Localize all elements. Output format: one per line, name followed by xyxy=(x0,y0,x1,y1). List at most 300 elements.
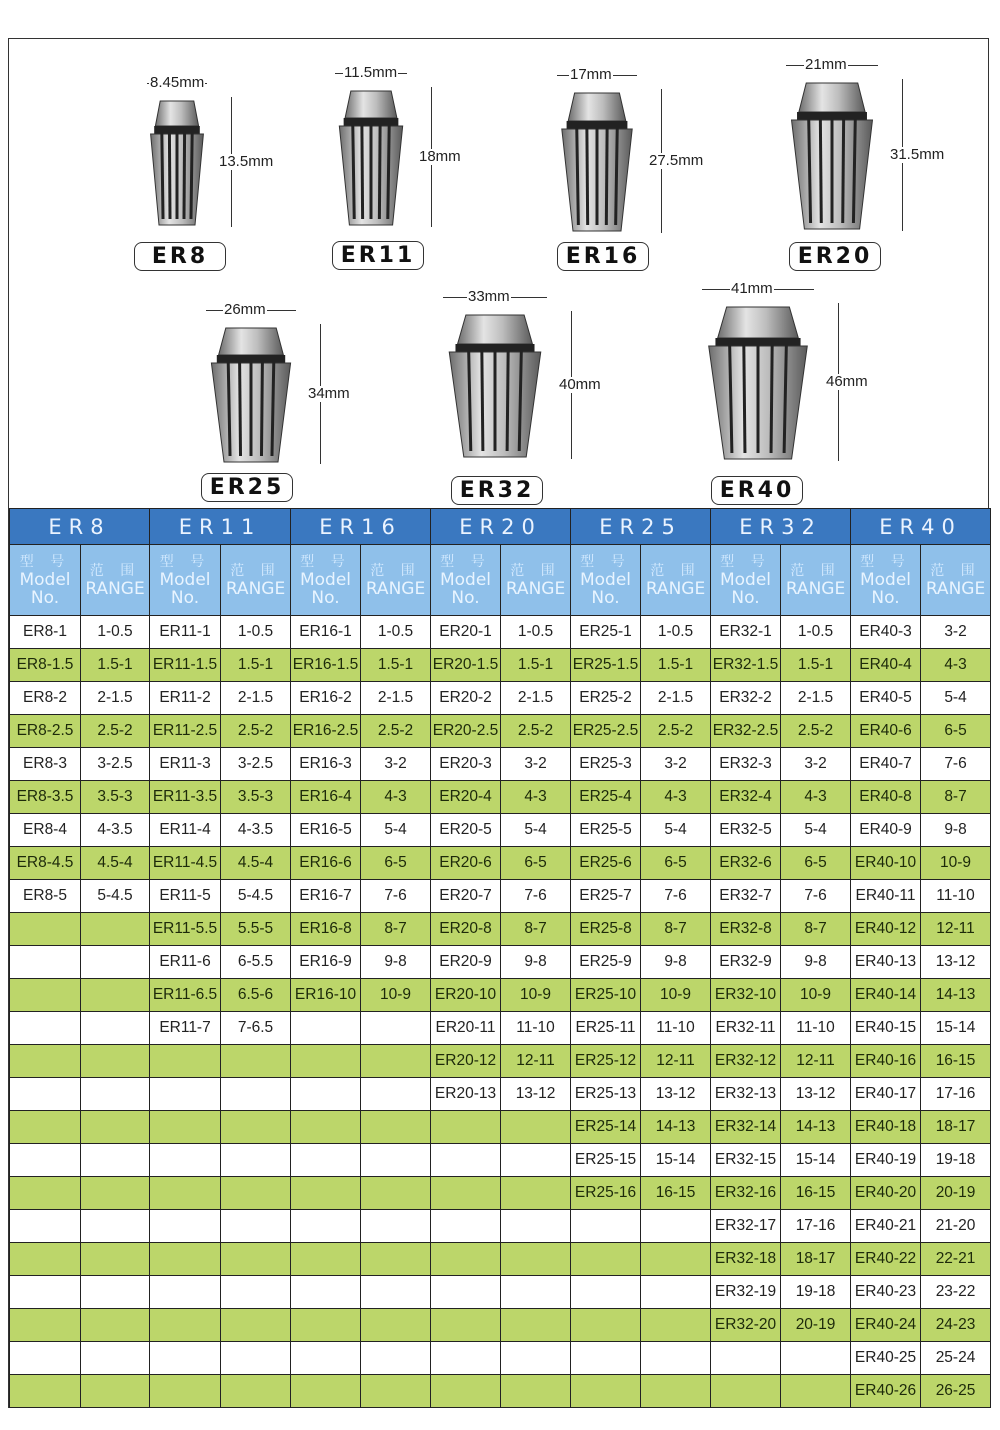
range-cn-label: 范 围 xyxy=(370,563,421,579)
model-cell: ER32-8 xyxy=(711,913,781,946)
model-cell: ER40-11 xyxy=(851,880,921,913)
range-cn-label: 范 围 xyxy=(230,563,281,579)
range-cell: 14-13 xyxy=(641,1111,711,1144)
table-row xyxy=(10,1309,991,1342)
range-cell: 15-14 xyxy=(641,1144,711,1177)
range-cell xyxy=(221,1111,291,1144)
model-cell xyxy=(431,1177,501,1210)
range-cell: 11-10 xyxy=(641,1012,711,1045)
range-cell xyxy=(81,1276,150,1309)
model-cell: ER8-2.5 xyxy=(10,715,81,748)
model-cell: ER25-11 xyxy=(571,1012,641,1045)
model-cell xyxy=(571,1309,641,1342)
model-cell: ER40-13 xyxy=(851,946,921,979)
range-cell xyxy=(501,1375,571,1408)
height-dimension: 34mm xyxy=(308,385,350,402)
model-cell xyxy=(291,1111,361,1144)
model-cell: ER16-2 xyxy=(291,682,361,715)
model-cell xyxy=(150,1210,221,1243)
range-cell: 4-3 xyxy=(501,781,571,814)
range-cell xyxy=(221,1045,291,1078)
width-dimension: 8.45mm xyxy=(150,74,205,91)
model-cell: ER40-19 xyxy=(851,1144,921,1177)
model-cell: ER40-4 xyxy=(851,649,921,682)
model-cn-label: 型 号 xyxy=(580,554,631,570)
table-row xyxy=(10,748,991,781)
model-cell xyxy=(431,1309,501,1342)
model-cell: ER11-5.5 xyxy=(150,913,221,946)
range-cell: 1-0.5 xyxy=(361,616,431,649)
range-cell xyxy=(361,1144,431,1177)
collet-er40 xyxy=(702,303,814,461)
model-cell: ER16-10 xyxy=(291,979,361,1012)
range-cell: 1-0.5 xyxy=(781,616,851,649)
group-header-row xyxy=(10,509,991,545)
model-cell: ER40-20 xyxy=(851,1177,921,1210)
model-cell: ER32-7 xyxy=(711,880,781,913)
model-cell: ER11-7 xyxy=(150,1012,221,1045)
range-cell xyxy=(81,1375,150,1408)
model-cell xyxy=(291,1012,361,1045)
model-cell: ER8-4 xyxy=(10,814,81,847)
range-cell xyxy=(361,1111,431,1144)
range-cell: 11-10 xyxy=(781,1012,851,1045)
range-cell: 1.5-1 xyxy=(361,649,431,682)
model-cell: ER16-9 xyxy=(291,946,361,979)
model-no-header xyxy=(851,545,921,616)
model-cell xyxy=(291,1078,361,1111)
width-dimension: 17mm xyxy=(570,66,612,83)
model-cell xyxy=(431,1342,501,1375)
model-cell: ER16-2.5 xyxy=(291,715,361,748)
range-cell: 8-7 xyxy=(781,913,851,946)
range-cell: 4.5-4 xyxy=(221,847,291,880)
collet-er16 xyxy=(557,89,637,233)
range-cell xyxy=(781,1342,851,1375)
spec-sheet xyxy=(8,38,989,1408)
collet-label: ER25 xyxy=(201,473,293,502)
model-cell xyxy=(10,1210,81,1243)
model-cell xyxy=(150,1144,221,1177)
model-cell: ER40-5 xyxy=(851,682,921,715)
no-en-label: No. xyxy=(591,588,620,608)
range-cell: 25-24 xyxy=(921,1342,991,1375)
model-cell xyxy=(291,1144,361,1177)
range-cell: 15-14 xyxy=(921,1012,991,1045)
range-cell: 4-3 xyxy=(361,781,431,814)
range-cell xyxy=(221,1342,291,1375)
model-cell: ER20-1 xyxy=(431,616,501,649)
model-cell xyxy=(10,946,81,979)
range-cell: 7-6.5 xyxy=(221,1012,291,1045)
model-cell: ER25-15 xyxy=(571,1144,641,1177)
range-cell: 10-9 xyxy=(641,979,711,1012)
model-no-header xyxy=(291,545,361,616)
collet-spec-table xyxy=(9,508,991,1408)
sub-header-row xyxy=(10,545,991,616)
height-dimension: 18mm xyxy=(419,148,461,165)
height-dimension: 27.5mm xyxy=(649,152,704,169)
no-en-label: No. xyxy=(731,588,760,608)
range-cell xyxy=(641,1276,711,1309)
range-en-label: RANGE xyxy=(85,579,145,599)
range-cell: 10-9 xyxy=(501,979,571,1012)
range-cell xyxy=(81,1243,150,1276)
range-cell: 8-7 xyxy=(641,913,711,946)
range-cell xyxy=(641,1210,711,1243)
model-cell: ER40-3 xyxy=(851,616,921,649)
model-cell xyxy=(10,979,81,1012)
range-cell: 9-8 xyxy=(781,946,851,979)
range-cell: 4-3.5 xyxy=(81,814,150,847)
model-cell xyxy=(150,1111,221,1144)
model-cell xyxy=(571,1276,641,1309)
model-cell: ER11-5 xyxy=(150,880,221,913)
range-cell: 17-16 xyxy=(781,1210,851,1243)
range-header xyxy=(221,545,291,616)
model-no-header xyxy=(10,545,81,616)
model-cell: ER40-9 xyxy=(851,814,921,847)
range-header xyxy=(361,545,431,616)
model-cell: ER11-3.5 xyxy=(150,781,221,814)
model-cell xyxy=(150,1276,221,1309)
range-cell: 1.5-1 xyxy=(221,649,291,682)
model-cell: ER32-14 xyxy=(711,1111,781,1144)
model-cell: ER40-16 xyxy=(851,1045,921,1078)
range-cell: 11-10 xyxy=(501,1012,571,1045)
range-cell: 20-19 xyxy=(781,1309,851,1342)
group-header-er40: ER40 xyxy=(851,509,991,545)
table-row xyxy=(10,1078,991,1111)
model-cn-label: 型 号 xyxy=(860,554,911,570)
model-cell: ER20-2.5 xyxy=(431,715,501,748)
model-cell: ER32-4 xyxy=(711,781,781,814)
model-cell xyxy=(291,1243,361,1276)
height-dimension: 13.5mm xyxy=(219,153,274,170)
range-cell: 2-1.5 xyxy=(781,682,851,715)
range-en-label: RANGE xyxy=(645,579,706,599)
range-header xyxy=(81,545,150,616)
model-cell xyxy=(431,1276,501,1309)
model-cell xyxy=(150,1045,221,1078)
collet-icon xyxy=(335,87,407,227)
model-cell: ER25-16 xyxy=(571,1177,641,1210)
range-cell: 20-19 xyxy=(921,1177,991,1210)
model-cell: ER11-4 xyxy=(150,814,221,847)
range-cell: 23-22 xyxy=(921,1276,991,1309)
collet-er32 xyxy=(443,311,547,459)
range-cell xyxy=(361,1276,431,1309)
group-header-er20: ER20 xyxy=(431,509,571,545)
table-row xyxy=(10,1243,991,1276)
table-row xyxy=(10,814,991,847)
range-cell: 1-0.5 xyxy=(501,616,571,649)
no-en-label: No. xyxy=(871,588,900,608)
range-cell: 3-2 xyxy=(921,616,991,649)
table-row xyxy=(10,1045,991,1078)
height-dimension: 40mm xyxy=(559,376,601,393)
model-cell: ER25-3 xyxy=(571,748,641,781)
model-cell: ER20-8 xyxy=(431,913,501,946)
range-cell: 5-4 xyxy=(361,814,431,847)
range-cell xyxy=(361,1309,431,1342)
range-cell: 6-5 xyxy=(361,847,431,880)
model-cell: ER11-4.5 xyxy=(150,847,221,880)
range-cell: 7-6 xyxy=(501,880,571,913)
collet-gallery xyxy=(9,39,990,508)
range-en-label: RANGE xyxy=(785,579,846,599)
range-cell: 7-6 xyxy=(641,880,711,913)
model-cell: ER40-6 xyxy=(851,715,921,748)
model-cn-label: 型 号 xyxy=(300,554,351,570)
range-cell: 10-9 xyxy=(781,979,851,1012)
model-cell xyxy=(571,1342,641,1375)
range-cell xyxy=(81,946,150,979)
model-cell: ER8-4.5 xyxy=(10,847,81,880)
collet-icon xyxy=(786,79,878,231)
model-cell: ER40-24 xyxy=(851,1309,921,1342)
model-cell: ER32-9 xyxy=(711,946,781,979)
model-no-header xyxy=(150,545,221,616)
model-cell: ER20-5 xyxy=(431,814,501,847)
model-cell: ER8-1.5 xyxy=(10,649,81,682)
range-cell: 19-18 xyxy=(781,1276,851,1309)
model-cell xyxy=(571,1210,641,1243)
model-cell xyxy=(291,1045,361,1078)
range-cell xyxy=(221,1210,291,1243)
model-cell xyxy=(291,1375,361,1408)
model-cell: ER11-2 xyxy=(150,682,221,715)
group-header-er32: ER32 xyxy=(711,509,851,545)
collet-icon xyxy=(557,89,637,233)
range-cell xyxy=(81,1111,150,1144)
range-cell: 5-4.5 xyxy=(221,880,291,913)
table-row xyxy=(10,1210,991,1243)
no-en-label: No. xyxy=(170,588,200,608)
range-cell: 6-5.5 xyxy=(221,946,291,979)
model-cell xyxy=(10,1144,81,1177)
range-cell: 5-4 xyxy=(501,814,571,847)
model-cell: ER32-10 xyxy=(711,979,781,1012)
model-cell xyxy=(10,1276,81,1309)
model-cell: ER11-2.5 xyxy=(150,715,221,748)
model-cell xyxy=(571,1243,641,1276)
range-cell xyxy=(361,1012,431,1045)
no-en-label: No. xyxy=(311,588,340,608)
range-cell xyxy=(81,1210,150,1243)
model-cell: ER25-12 xyxy=(571,1045,641,1078)
table-row xyxy=(10,616,991,649)
model-en-label: Model xyxy=(859,570,912,590)
range-cell: 1.5-1 xyxy=(501,649,571,682)
range-cell xyxy=(221,1177,291,1210)
range-en-label: RANGE xyxy=(225,579,286,599)
collet-label: ER8 xyxy=(134,242,226,271)
range-cell: 2.5-2 xyxy=(361,715,431,748)
range-cell xyxy=(361,1243,431,1276)
range-cell: 12-11 xyxy=(921,913,991,946)
model-cell: ER25-5 xyxy=(571,814,641,847)
model-cn-label: 型 号 xyxy=(19,554,71,570)
model-cell: ER16-1.5 xyxy=(291,649,361,682)
width-dimension: 33mm xyxy=(468,288,510,305)
model-cell: ER20-2 xyxy=(431,682,501,715)
range-cell: 2-1.5 xyxy=(641,682,711,715)
model-cell xyxy=(291,1276,361,1309)
model-cell: ER11-3 xyxy=(150,748,221,781)
range-cell: 15-14 xyxy=(781,1144,851,1177)
model-cell: ER20-6 xyxy=(431,847,501,880)
model-cell: ER16-6 xyxy=(291,847,361,880)
range-cell: 2-1.5 xyxy=(221,682,291,715)
model-no-header xyxy=(711,545,781,616)
range-cell xyxy=(221,1309,291,1342)
range-cell: 18-17 xyxy=(781,1243,851,1276)
range-cell xyxy=(81,1045,150,1078)
range-cell: 2.5-2 xyxy=(501,715,571,748)
range-cell: 3-2.5 xyxy=(81,748,150,781)
model-cell: ER32-17 xyxy=(711,1210,781,1243)
model-cell: ER25-1.5 xyxy=(571,649,641,682)
model-cell: ER40-7 xyxy=(851,748,921,781)
model-cell: ER16-7 xyxy=(291,880,361,913)
model-cell: ER16-4 xyxy=(291,781,361,814)
model-en-label: Model xyxy=(439,570,492,590)
model-cell xyxy=(10,913,81,946)
model-cell xyxy=(10,1177,81,1210)
model-cell: ER40-21 xyxy=(851,1210,921,1243)
range-cell: 7-6 xyxy=(361,880,431,913)
range-cell: 9-8 xyxy=(641,946,711,979)
range-cell xyxy=(81,979,150,1012)
table-row xyxy=(10,715,991,748)
width-dimension: 41mm xyxy=(731,280,773,297)
width-dimension: 21mm xyxy=(805,56,847,73)
table-row xyxy=(10,880,991,913)
table-row xyxy=(10,913,991,946)
model-cell: ER32-16 xyxy=(711,1177,781,1210)
range-cell: 2.5-2 xyxy=(81,715,150,748)
model-cell: ER25-2 xyxy=(571,682,641,715)
range-cell: 2.5-2 xyxy=(221,715,291,748)
range-header xyxy=(501,545,571,616)
range-cell xyxy=(501,1144,571,1177)
range-cell: 16-15 xyxy=(921,1045,991,1078)
table-row xyxy=(10,1144,991,1177)
range-en-label: RANGE xyxy=(925,579,986,599)
model-cell: ER32-13 xyxy=(711,1078,781,1111)
model-cell xyxy=(10,1111,81,1144)
range-cell xyxy=(501,1111,571,1144)
collet-label: ER11 xyxy=(332,241,424,270)
collet-er8 xyxy=(147,97,207,227)
model-cell: ER25-6 xyxy=(571,847,641,880)
model-cell: ER8-5 xyxy=(10,880,81,913)
model-cell xyxy=(150,1309,221,1342)
range-cell xyxy=(221,1144,291,1177)
range-cell xyxy=(501,1243,571,1276)
model-cell xyxy=(431,1111,501,1144)
range-cell: 12-11 xyxy=(781,1045,851,1078)
range-cell xyxy=(501,1177,571,1210)
model-cell xyxy=(150,1078,221,1111)
model-cell: ER25-4 xyxy=(571,781,641,814)
range-cn-label: 范 围 xyxy=(650,563,701,579)
range-cell: 2-1.5 xyxy=(81,682,150,715)
model-cell: ER25-1 xyxy=(571,616,641,649)
range-cell xyxy=(501,1210,571,1243)
range-cell xyxy=(81,913,150,946)
range-cell xyxy=(501,1276,571,1309)
range-cell xyxy=(361,1375,431,1408)
table-row xyxy=(10,847,991,880)
range-cell: 5-4 xyxy=(641,814,711,847)
range-cn-label: 范 围 xyxy=(89,563,141,579)
model-cell xyxy=(10,1243,81,1276)
model-cell: ER16-1 xyxy=(291,616,361,649)
range-cell: 9-8 xyxy=(501,946,571,979)
range-cell: 8-7 xyxy=(361,913,431,946)
range-cell xyxy=(361,1342,431,1375)
range-cell: 6-5 xyxy=(781,847,851,880)
model-cell: ER25-7 xyxy=(571,880,641,913)
model-cell: ER20-4 xyxy=(431,781,501,814)
range-cell: 1-0.5 xyxy=(221,616,291,649)
range-cell: 3-2 xyxy=(781,748,851,781)
model-cell xyxy=(150,1243,221,1276)
model-no-header xyxy=(431,545,501,616)
model-cell: ER11-1.5 xyxy=(150,649,221,682)
table-row xyxy=(10,1342,991,1375)
model-en-label: Model xyxy=(19,570,71,590)
range-cell xyxy=(221,1276,291,1309)
range-cell: 2-1.5 xyxy=(361,682,431,715)
model-cell xyxy=(571,1375,641,1408)
model-cell xyxy=(711,1342,781,1375)
range-header xyxy=(641,545,711,616)
range-cell xyxy=(81,1078,150,1111)
range-cell: 5-4.5 xyxy=(81,880,150,913)
range-cell: 21-20 xyxy=(921,1210,991,1243)
model-en-label: Model xyxy=(579,570,632,590)
range-cell: 17-16 xyxy=(921,1078,991,1111)
collet-icon xyxy=(702,303,814,461)
range-cell xyxy=(361,1210,431,1243)
range-cell xyxy=(641,1342,711,1375)
model-cell xyxy=(10,1078,81,1111)
range-cell xyxy=(221,1243,291,1276)
range-cell xyxy=(781,1375,851,1408)
range-cell: 10-9 xyxy=(921,847,991,880)
model-cell: ER40-14 xyxy=(851,979,921,1012)
table-row xyxy=(10,649,991,682)
range-cell xyxy=(221,1078,291,1111)
model-cell xyxy=(10,1309,81,1342)
range-cell: 24-23 xyxy=(921,1309,991,1342)
model-cell xyxy=(150,1375,221,1408)
range-cell xyxy=(81,1144,150,1177)
model-cell: ER20-1.5 xyxy=(431,649,501,682)
range-cell xyxy=(221,1375,291,1408)
collet-icon xyxy=(147,97,207,227)
model-en-label: Model xyxy=(719,570,772,590)
height-dimension: 31.5mm xyxy=(890,146,945,163)
model-cell: ER32-5 xyxy=(711,814,781,847)
collet-icon xyxy=(206,324,296,464)
model-cell: ER32-19 xyxy=(711,1276,781,1309)
range-cell: 1-0.5 xyxy=(641,616,711,649)
model-cell: ER40-8 xyxy=(851,781,921,814)
